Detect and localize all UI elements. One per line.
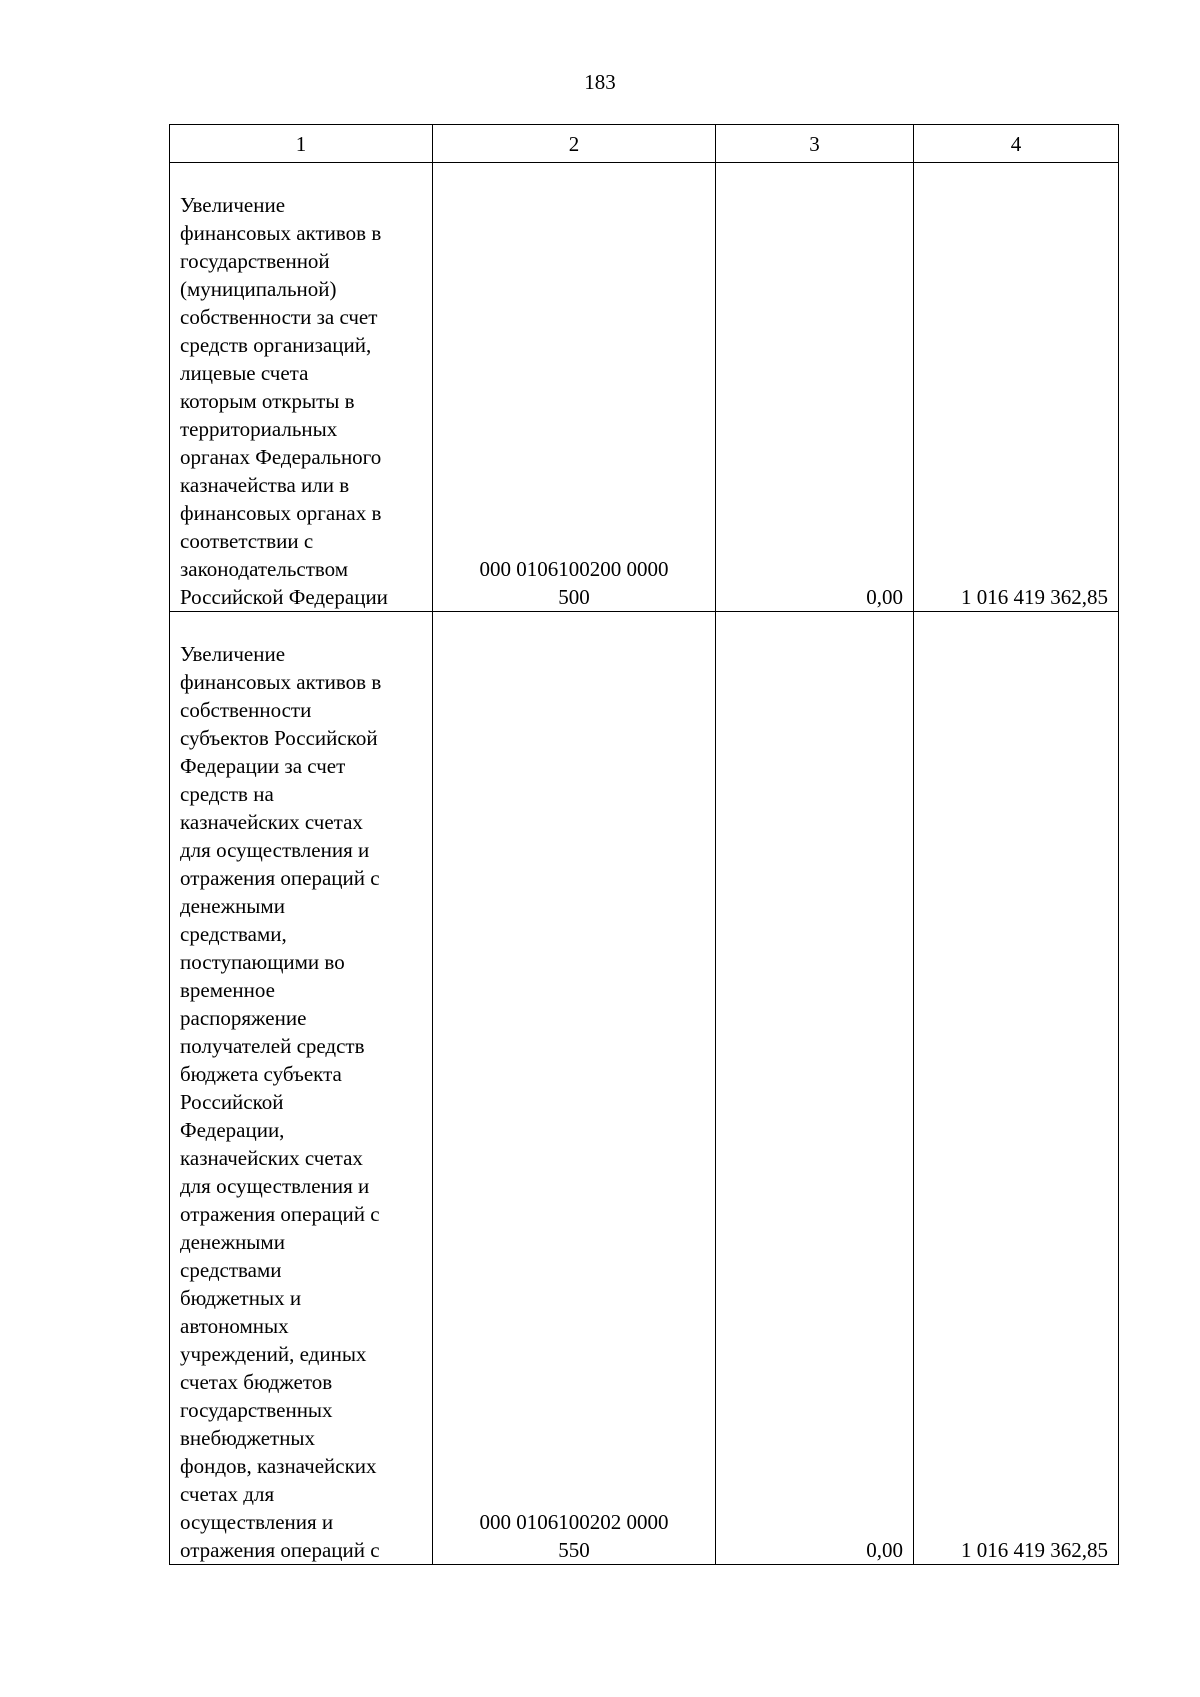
row-value-col3: 0,00 [716,163,914,612]
row-description: Увеличение финансовых активов в государственной (муниципальной) собственности за счет средств организаций, лицевые счета которым открыты в территориальных органах Федерального казначейства или в финансовых органах в соответствии с законодательством Российской Федерации [170,163,433,612]
row-value-col3: 0,00 [716,612,914,1565]
table-header-row [170,125,1119,163]
column-header-4: 4 [914,125,1119,163]
column-header-1: 1 [170,125,433,163]
column-header-3: 3 [716,125,914,163]
row-description: Увеличение финансовых активов в собственности субъектов Российской Федерации за счет средств на казначейских счетах для осуществления и отражения операций с денежными средствами, поступающими во временное распоряжение получателей средств бюджета субъекта Российской Федерации, казначейских счетах для осуществления и отражения операций с денежными средствами бюджетных и автономных учреждений, единых счетах бюджетов государственных внебюджетных фондов, казначейских счетах для осуществления и отражения операций с [170,612,433,1565]
budget-table [169,124,1119,1565]
row-code: 000 0106100200 0000 500 [433,163,716,612]
page-number: 183 [584,70,616,94]
table-row [170,612,1119,1565]
row-code: 000 0106100202 0000 550 [433,612,716,1565]
row-value-col4: 1 016 419 362,85 [914,612,1119,1565]
table-row [170,163,1119,612]
column-header-2: 2 [433,125,716,163]
row-value-col4: 1 016 419 362,85 [914,163,1119,612]
